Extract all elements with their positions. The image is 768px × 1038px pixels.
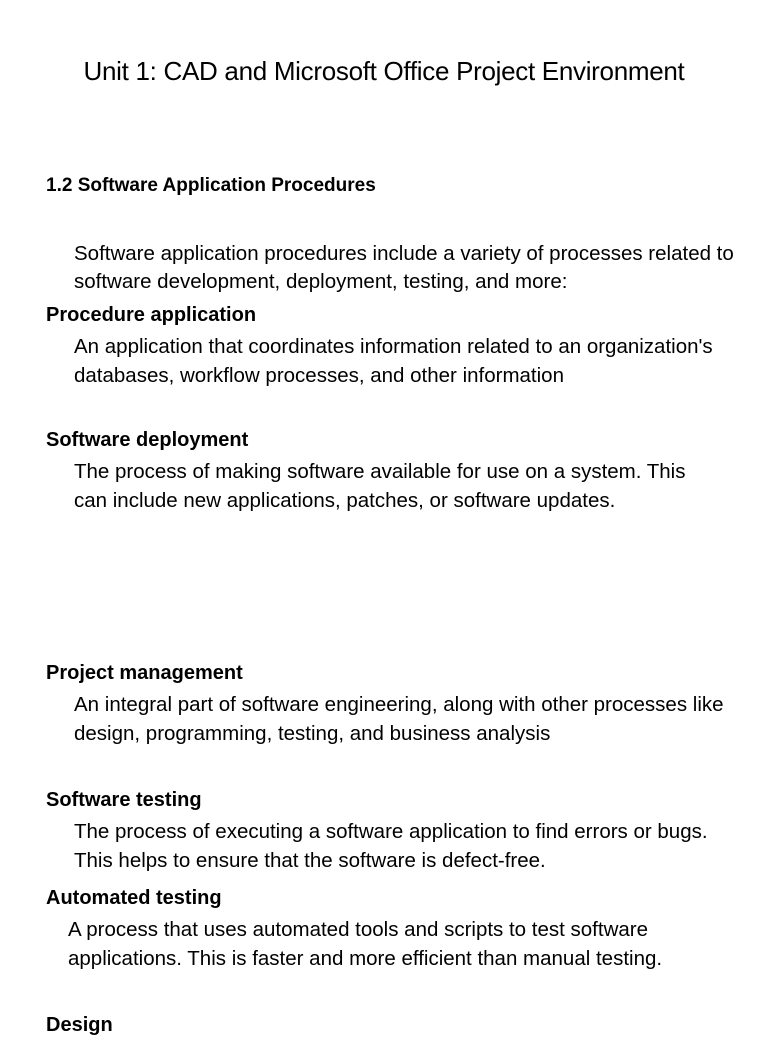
intro-paragraph: Software application procedures include a variety of processes related to software development, deployment, testing, and more: bbox=[74, 242, 734, 293]
definition-description: An application that coordinates information related to an organization's databases, workflow processes, and other information bbox=[74, 335, 713, 387]
definition-term: Procedure application bbox=[46, 304, 257, 326]
definition-description: A process that uses automated tools and scripts to test software applications. This is faster and more efficient than manual testing. bbox=[68, 918, 663, 970]
definition-term: Design bbox=[46, 1014, 113, 1036]
section-heading: 1.2 Software Application Procedures bbox=[46, 175, 376, 196]
definition-description: An integral part of software engineering, along with other processes like design, programming, testing, and business analysis bbox=[74, 693, 724, 745]
definition-term: Software testing bbox=[46, 789, 202, 811]
definition-term: Automated testing bbox=[46, 887, 222, 909]
definition-description: The process of executing a software application to find errors or bugs. This helps to ensure that the software is defect-free. bbox=[74, 820, 708, 872]
definition-description: The process of making software available for use on a system. This can include new applications, patches, or software updates. bbox=[74, 460, 686, 512]
definition-item bbox=[46, 302, 736, 390]
definition-item bbox=[46, 660, 736, 748]
definition-term: Project management bbox=[46, 662, 243, 684]
definition-item bbox=[46, 787, 736, 875]
definition-item bbox=[46, 1012, 736, 1038]
definition-item bbox=[46, 427, 736, 515]
page-title: Unit 1: CAD and Microsoft Office Project Environment bbox=[83, 56, 685, 86]
definition-item bbox=[46, 885, 736, 973]
definition-term: Software deployment bbox=[46, 429, 249, 451]
